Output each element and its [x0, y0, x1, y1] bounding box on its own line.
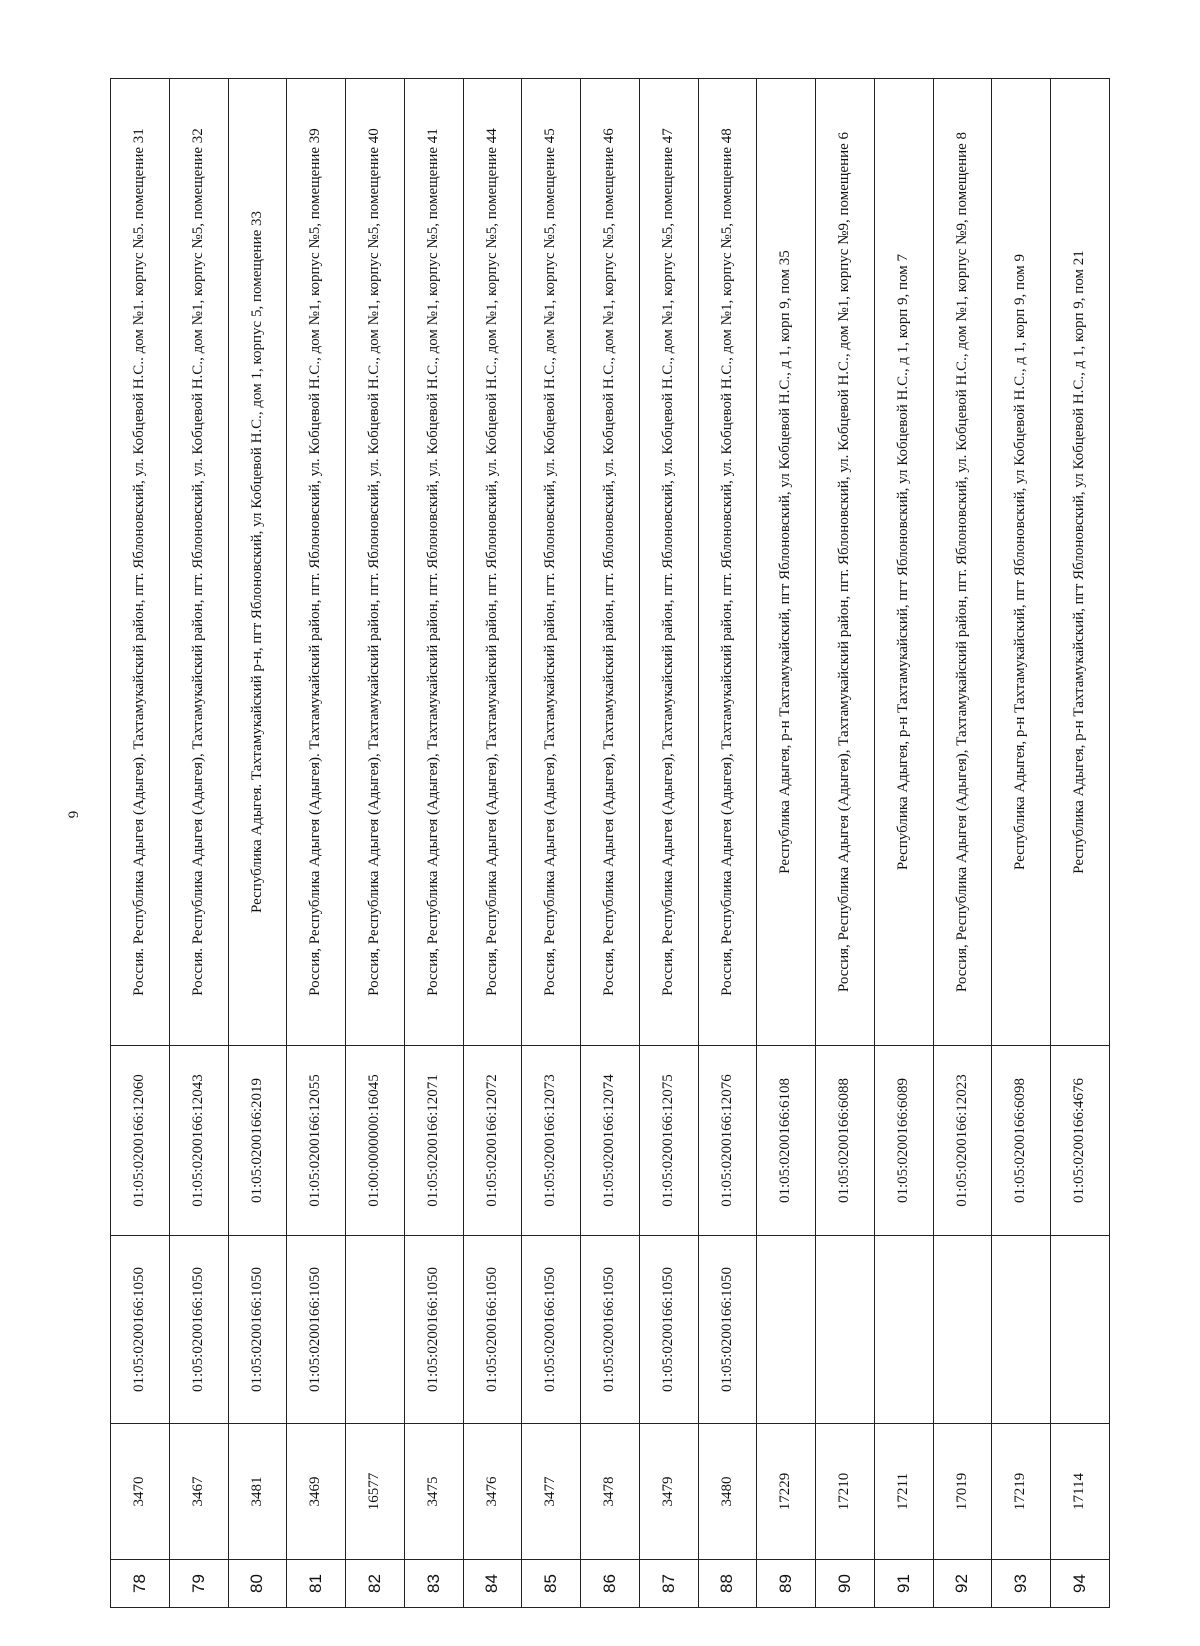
- table-row: [698, 79, 757, 1608]
- address-cell: Республика Адыгея, р-н Тахтамукайский, пгт Яблоновский, ул Кобцевой Н.С., д 1, корп 9, пом 35: [757, 79, 816, 1046]
- address-cell: Россия, Республика Адыгея (Адыгея), Тахтамукайский район, пгт. Яблоновский, ул. Кобцевой Н.С., дом №1, корпус №9, помещение 8: [933, 79, 992, 1046]
- cadastral-number-cell: 01:05:0200166:12076: [698, 1046, 757, 1236]
- record-id-cell: 3467: [169, 1424, 228, 1560]
- row-number-cell: 94: [1051, 1560, 1110, 1608]
- parent-cadastral-number-cell: 01:05:0200166:1050: [639, 1236, 698, 1424]
- table-row: [1051, 79, 1110, 1608]
- parent-cadastral-number-cell: 01:05:0200166:1050: [463, 1236, 522, 1424]
- address-cell: Россия. Республика Адыгея (Адыгея). Тахтамукайский район, пгт. Яблоновский, ул. Кобцевой Н.С.. дом №1. корпус №5. помещение 31: [111, 79, 170, 1046]
- address-cell: Россия, Республика Адыгея (Адыгея), Тахтамукайский район, пгт. Яблоновский, ул. Кобцевой Н.С., дом №1, корпус №5, помещение 44: [463, 79, 522, 1046]
- address-cell: Россия, Республика Адыгея (Адыгея), Тахтамукайский район, пгт. Яблоновский, ул. Кобцевой Н.С., дом №1, корпус №5, помещение 48: [698, 79, 757, 1046]
- record-id-cell: 16577: [346, 1424, 405, 1560]
- address-cell: Россия, Республика Адыгея (Адыгея), Тахтамукайский район, пгт. Яблоновский, ул. Кобцевой Н.С., дом №1, корпус №5, помещение 45: [522, 79, 581, 1046]
- row-number-cell: 83: [404, 1560, 463, 1608]
- row-number-cell: 85: [522, 1560, 581, 1608]
- row-number-cell: 79: [169, 1560, 228, 1608]
- row-number-cell: 87: [639, 1560, 698, 1608]
- cadastral-number-cell: 01:05:0200166:12060: [111, 1046, 170, 1236]
- table-row: [404, 79, 463, 1608]
- cadastral-number-cell: 01:05:0200166:6089: [874, 1046, 933, 1236]
- cadastral-number-cell: 01:05:0200166:12073: [522, 1046, 581, 1236]
- parent-cadastral-number-cell: 01:05:0200166:1050: [111, 1236, 170, 1424]
- row-number-cell: 80: [228, 1560, 287, 1608]
- table-row: [522, 79, 581, 1608]
- record-id-cell: 3480: [698, 1424, 757, 1560]
- parent-cadastral-number-cell: [874, 1236, 933, 1424]
- row-number-cell: 91: [874, 1560, 933, 1608]
- row-number-cell: 81: [287, 1560, 346, 1608]
- table-row: [874, 79, 933, 1608]
- address-cell: Россия, Республика Адыгея (Адыгея). Тахтамукайский район, пгт. Яблоновский, ул. Кобцевой Н.С., дом №1, корпус №5, помещение 39: [287, 79, 346, 1046]
- cadastral-number-cell: 01:05:0200166:12043: [169, 1046, 228, 1236]
- parent-cadastral-number-cell: 01:05:0200166:1050: [287, 1236, 346, 1424]
- table-row: [463, 79, 522, 1608]
- table-row: [992, 79, 1051, 1608]
- table-row: [816, 79, 875, 1608]
- record-id-cell: 3478: [581, 1424, 640, 1560]
- table-row: [287, 79, 346, 1608]
- table-row: [933, 79, 992, 1608]
- row-number-cell: 89: [757, 1560, 816, 1608]
- record-id-cell: 3479: [639, 1424, 698, 1560]
- table-row: [346, 79, 405, 1608]
- cadastral-number-cell: 01:05:0200166:6098: [992, 1046, 1051, 1236]
- record-id-cell: 17019: [933, 1424, 992, 1560]
- address-cell: Республика Адыгея, р-н Тахтамукайский, пгт Яблоновский, ул Кобцевой Н.С., д 1, корп 9, пом 7: [874, 79, 933, 1046]
- cadastral-number-cell: 01:05:0200166:12023: [933, 1046, 992, 1236]
- table-row: [757, 79, 816, 1608]
- cadastral-number-cell: 01:00:0000000:16045: [346, 1046, 405, 1236]
- cadastral-number-cell: 01:05:0200166:12071: [404, 1046, 463, 1236]
- parent-cadastral-number-cell: 01:05:0200166:1050: [169, 1236, 228, 1424]
- row-number-cell: 84: [463, 1560, 522, 1608]
- row-number-cell: 78: [111, 1560, 170, 1608]
- record-id-cell: 17114: [1051, 1424, 1110, 1560]
- property-table: [110, 78, 1110, 1608]
- record-id-cell: 17229: [757, 1424, 816, 1560]
- record-id-cell: 3476: [463, 1424, 522, 1560]
- record-id-cell: 3477: [522, 1424, 581, 1560]
- page-number: 6: [64, 810, 81, 819]
- row-number-cell: 86: [581, 1560, 640, 1608]
- cadastral-number-cell: 01:05:0200166:12072: [463, 1046, 522, 1236]
- parent-cadastral-number-cell: 01:05:0200166:1050: [522, 1236, 581, 1424]
- address-cell: Россия, Республика Адыгея (Адыгея), Тахтамукайский район, пгт. Яблоновский, ул. Кобцевой Н.С., дом №1, корпус №9, помещение 6: [816, 79, 875, 1046]
- address-cell: Республика Адыгея, р-н Тахтамукайский, пгт Яблоновский, ул Кобцевой Н.С., д 1, корп 9, пом 21: [1051, 79, 1110, 1046]
- record-id-cell: 17210: [816, 1424, 875, 1560]
- table-row: [228, 79, 287, 1608]
- cadastral-number-cell: 01:05:0200166:12074: [581, 1046, 640, 1236]
- address-cell: Россия, Республика Адыгея (Адыгея), Тахтамукайский район, пгт. Яблоновский, ул. Кобцевой Н.С., дом №1, корпус №5, помещение 47: [639, 79, 698, 1046]
- parent-cadastral-number-cell: [757, 1236, 816, 1424]
- address-cell: Республика Адыгея, р-н Тахтамукайский, пгт Яблоновский, ул Кобцевой Н.С., д 1, корп 9, пом 9: [992, 79, 1051, 1046]
- table-row: [169, 79, 228, 1608]
- record-id-cell: 3481: [228, 1424, 287, 1560]
- row-number-cell: 92: [933, 1560, 992, 1608]
- record-id-cell: 17219: [992, 1424, 1051, 1560]
- parent-cadastral-number-cell: 01:05:0200166:1050: [698, 1236, 757, 1424]
- record-id-cell: 3475: [404, 1424, 463, 1560]
- parent-cadastral-number-cell: [933, 1236, 992, 1424]
- parent-cadastral-number-cell: 01:05:0200166:1050: [404, 1236, 463, 1424]
- address-cell: Россия, Республика Адыгея (Адыгея), Тахтамукайский район, пгт. Яблоновский, ул. Кобцевой Н.С., дом №1, корпус №5, помещение 46: [581, 79, 640, 1046]
- cadastral-number-cell: 01:05:0200166:6108: [757, 1046, 816, 1236]
- table-row: [639, 79, 698, 1608]
- table-body: [111, 79, 1110, 1608]
- row-number-cell: 82: [346, 1560, 405, 1608]
- row-number-cell: 93: [992, 1560, 1051, 1608]
- table-row: [581, 79, 640, 1608]
- record-id-cell: 3470: [111, 1424, 170, 1560]
- parent-cadastral-number-cell: [816, 1236, 875, 1424]
- cadastral-number-cell: 01:05:0200166:2019: [228, 1046, 287, 1236]
- parent-cadastral-number-cell: [992, 1236, 1051, 1424]
- address-cell: Россия. Республика Адыгея (Адыгея), Тахтамукайский район, пгт. Яблоновский, ул. Кобцевой Н.С., дом №1, корпус №5, помещение 32: [169, 79, 228, 1046]
- record-id-cell: 17211: [874, 1424, 933, 1560]
- record-id-cell: 3469: [287, 1424, 346, 1560]
- table-row: [111, 79, 170, 1608]
- parent-cadastral-number-cell: 01:05:0200166:1050: [228, 1236, 287, 1424]
- address-cell: Республика Адыгея. Тахтамукайский р-н, пгт Яблоновский, ул Кобцевой Н.С., дом 1, корпус 5, помещение 33: [228, 79, 287, 1046]
- cadastral-number-cell: 01:05:0200166:12075: [639, 1046, 698, 1236]
- cadastral-number-cell: 01:05:0200166:4676: [1051, 1046, 1110, 1236]
- address-cell: Россия, Республика Адыгея (Адыгея), Тахтамукайский район, пгт. Яблоновский, ул. Кобцевой Н.С., дом №1, корпус №5, помещение 40: [346, 79, 405, 1046]
- rotated-table-wrapper: [110, 78, 1110, 1608]
- row-number-cell: 88: [698, 1560, 757, 1608]
- address-cell: Россия, Республика Адыгея (Адыгея), Тахтамукайский район, пгт. Яблоновский, ул. Кобцевой Н.С., дом №1, корпус №5, помещение 41: [404, 79, 463, 1046]
- parent-cadastral-number-cell: [346, 1236, 405, 1424]
- cadastral-number-cell: 01:05:0200166:12055: [287, 1046, 346, 1236]
- row-number-cell: 90: [816, 1560, 875, 1608]
- parent-cadastral-number-cell: 01:05:0200166:1050: [581, 1236, 640, 1424]
- parent-cadastral-number-cell: [1051, 1236, 1110, 1424]
- cadastral-number-cell: 01:05:0200166:6088: [816, 1046, 875, 1236]
